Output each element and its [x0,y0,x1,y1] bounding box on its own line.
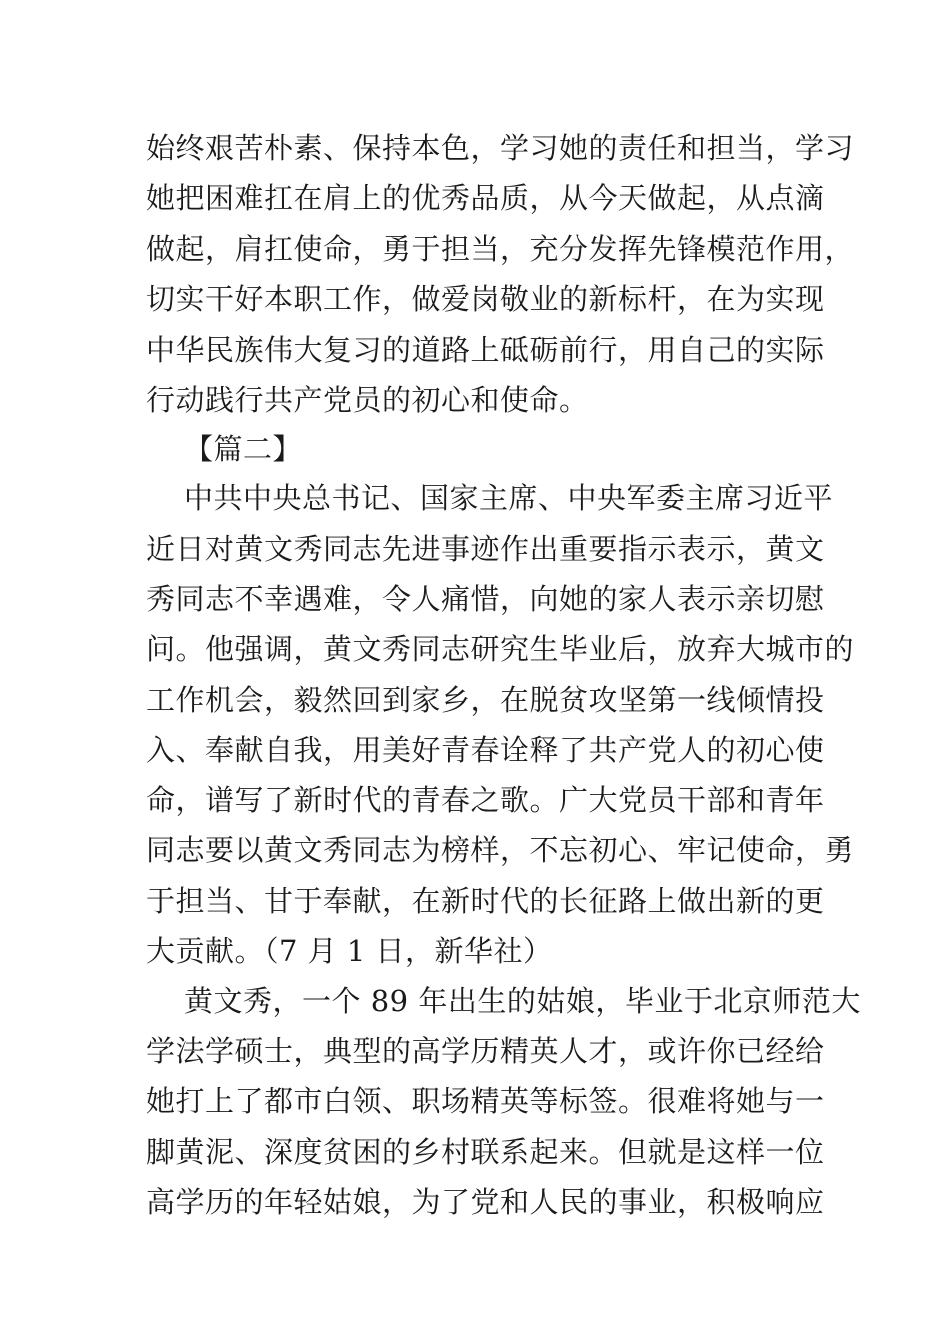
section-heading: 【篇二】 [184,432,303,466]
text-line: 中共中央总书记、国家主席、中央军委主席习近平 [184,481,834,515]
text-line: 始终艰苦朴素、保持本色，学习她的责任和担当，学习 [146,131,855,165]
text-line: 问。他强调，黄文秀同志研究生毕业后，放弃大城市的 [146,632,855,666]
text-line: 近日对黄文秀同志先进事迹作出重要指示表示，黄文 [146,532,825,566]
text-line: 命，谱写了新时代的青春之歌。广大党员干部和青年 [146,783,825,817]
text-line: 她把困难扛在肩上的优秀品质，从今天做起，从点滴 [146,181,825,215]
text-line: 脚黄泥、深度贫困的乡村联系起来。但就是这样一位 [146,1135,825,1169]
text-line: 学法学硕士，典型的高学历精英人才，或许你已经给 [146,1034,825,1068]
text-line: 切实干好本职工作，做爱岗敬业的新标杆，在为实现 [146,282,825,316]
text-line: 高学历的年轻姑娘，为了党和人民的事业，积极响应 [146,1185,825,1219]
text-line: 入、奉献自我，用美好青春诠释了共产党人的初心使 [146,733,825,767]
text-line: 中华民族伟大复习的道路上砥砺前行，用自己的实际 [146,333,825,367]
text-line: 做起，肩扛使命，勇于担当，充分发挥先锋模范作用， [146,232,855,266]
text-line: 于担当、甘于奉献，在新时代的长征路上做出新的更 [146,884,825,918]
text-line: 工作机会，毅然回到家乡，在脱贫攻坚第一线倾情投 [146,683,825,717]
text-line: 秀同志不幸遇难，令人痛惜，向她的家人表示亲切慰 [146,582,825,616]
text-line: 行动践行共产党员的初心和使命。 [146,383,589,417]
text-line: 大贡献。（7 月 1 日，新华社） [146,934,553,968]
text-line: 她打上了都市白领、职场精英等标签。很难将她与一 [146,1084,825,1118]
text-line: 同志要以黄文秀同志为榜样，不忘初心、牢记使命，勇 [146,833,855,867]
text-line: 黄文秀，一个 89 年出生的姑娘，毕业于北京师范大 [184,984,861,1018]
